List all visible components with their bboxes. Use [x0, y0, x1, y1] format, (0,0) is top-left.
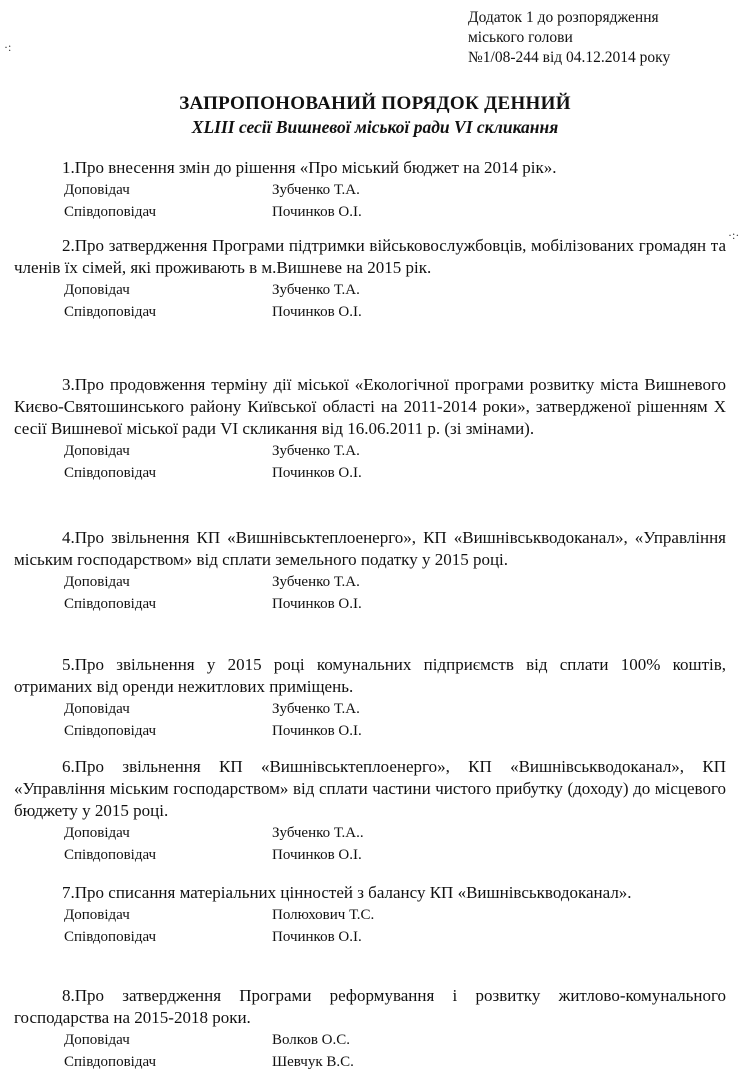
appendix-note-line: міського голови [468, 29, 573, 46]
cospeaker-label: Співдоповідач [64, 723, 157, 739]
speaker-name: Зубченко Т.А.. [272, 825, 364, 841]
scan-speck: ·: [4, 40, 12, 54]
speaker-label: Доповідач [64, 1032, 130, 1048]
cospeaker-label: Співдоповідач [64, 929, 157, 945]
cospeaker-label: Співдоповідач [64, 204, 157, 220]
cospeaker-label: Співдоповідач [64, 465, 157, 481]
cospeaker-row [14, 201, 726, 223]
agenda-item [14, 374, 726, 484]
cospeaker-row [14, 844, 726, 866]
cospeaker-name: Починков О.І. [272, 929, 362, 945]
speaker-label: Доповідач [64, 825, 130, 841]
agenda-item-text: 3.Про продовження терміну дії міської «Екологічної програми розвитку міста Вишневого Києво-Святошинського району Київської області на 2011-2014 роки», затвердженої рішенням Х сесії Вишневої міської ради VI скликання від 16.06.2011 р. (зі змінами). [14, 375, 726, 438]
scan-speck: ·:· [728, 228, 740, 242]
cospeaker-name: Починков О.І. [272, 465, 362, 481]
cospeaker-name: Починков О.І. [272, 847, 362, 863]
speaker-label: Доповідач [64, 282, 130, 298]
speaker-row [14, 179, 726, 201]
agenda-item-text: 5.Про звільнення у 2015 році комунальних підприємств від сплати 100% коштів, отриманих від оренди нежитлових приміщень. [14, 655, 726, 696]
appendix-note-line: Додаток 1 до розпорядження [468, 9, 659, 26]
speaker-label: Доповідач [64, 907, 130, 923]
speaker-row [14, 822, 726, 844]
speaker-label: Доповідач [64, 182, 130, 198]
agenda-item [14, 985, 726, 1073]
cospeaker-name: Починков О.І. [272, 304, 362, 320]
agenda-item-text: 1.Про внесення змін до рішення «Про міський бюджет на 2014 рік». [62, 158, 557, 177]
agenda-item-text: 8.Про затвердження Програми реформування і розвитку житлово-комунального господарства на 2015-2018 роки. [14, 986, 726, 1027]
agenda-item-text: 4.Про звільнення КП «Вишнівськтеплоенерго», КП «Вишнівськводоканал», «Управління міським господарством» від сплати земельного податку у 2015 році. [14, 528, 726, 569]
cospeaker-label: Співдоповідач [64, 847, 157, 863]
cospeaker-name: Починков О.І. [272, 596, 362, 612]
speaker-name: Зубченко Т.А. [272, 282, 360, 298]
speaker-label: Доповідач [64, 574, 130, 590]
speaker-name: Зубченко Т.А. [272, 701, 360, 717]
agenda-item [14, 756, 726, 866]
title-subtitle: XLIII сесії Вишневої міської ради VI скликання [191, 117, 559, 137]
speaker-label: Доповідач [64, 443, 130, 459]
speaker-name: Полюхович Т.С. [272, 907, 375, 923]
speaker-name: Зубченко Т.А. [272, 182, 360, 198]
speaker-row [14, 440, 726, 462]
speaker-name: Волков О.С. [272, 1032, 350, 1048]
speaker-row [14, 571, 726, 593]
cospeaker-label: Співдоповідач [64, 1054, 157, 1070]
agenda-item-text: 2.Про затвердження Програми підтримки військовослужбовців, мобілізованих громадян та членів їх сімей, які проживають в м.Вишневе на 2015 рік. [14, 236, 726, 277]
title-main: ЗАПРОПОНОВАНИЙ ПОРЯДОК ДЕННИЙ [179, 93, 571, 114]
agenda-item [14, 882, 726, 948]
speaker-name: Зубченко Т.А. [272, 443, 360, 459]
agenda-item [14, 235, 726, 323]
speaker-row [14, 279, 726, 301]
appendix-note [468, 8, 738, 68]
cospeaker-row [14, 301, 726, 323]
speaker-row [14, 904, 726, 926]
agenda-item [14, 527, 726, 615]
agenda-item [14, 157, 726, 223]
cospeaker-row [14, 593, 726, 615]
speaker-row [14, 1029, 726, 1051]
speaker-row [14, 698, 726, 720]
speaker-label: Доповідач [64, 701, 130, 717]
appendix-note-line: №1/08-244 від 04.12.2014 року [468, 49, 671, 66]
cospeaker-row [14, 926, 726, 948]
cospeaker-name: Шевчук В.С. [272, 1054, 354, 1070]
cospeaker-row [14, 1051, 726, 1073]
cospeaker-name: Починков О.І. [272, 204, 362, 220]
document-title [0, 92, 750, 138]
agenda-item-text: 7.Про списання матеріальних цінностей з балансу КП «Вишнівськводоканал». [62, 883, 632, 902]
agenda-item-text: 6.Про звільнення КП «Вишнівськтеплоенерго», КП «Вишнівськводоканал», КП «Управління міським господарством» від сплати частини чистого прибутку (доходу) до місцевого бюджету у 2015 році. [14, 757, 726, 820]
cospeaker-row [14, 462, 726, 484]
agenda-item [14, 654, 726, 742]
cospeaker-label: Співдоповідач [64, 304, 157, 320]
speaker-name: Зубченко Т.А. [272, 574, 360, 590]
cospeaker-name: Починков О.І. [272, 723, 362, 739]
cospeaker-label: Співдоповідач [64, 596, 157, 612]
cospeaker-row [14, 720, 726, 742]
